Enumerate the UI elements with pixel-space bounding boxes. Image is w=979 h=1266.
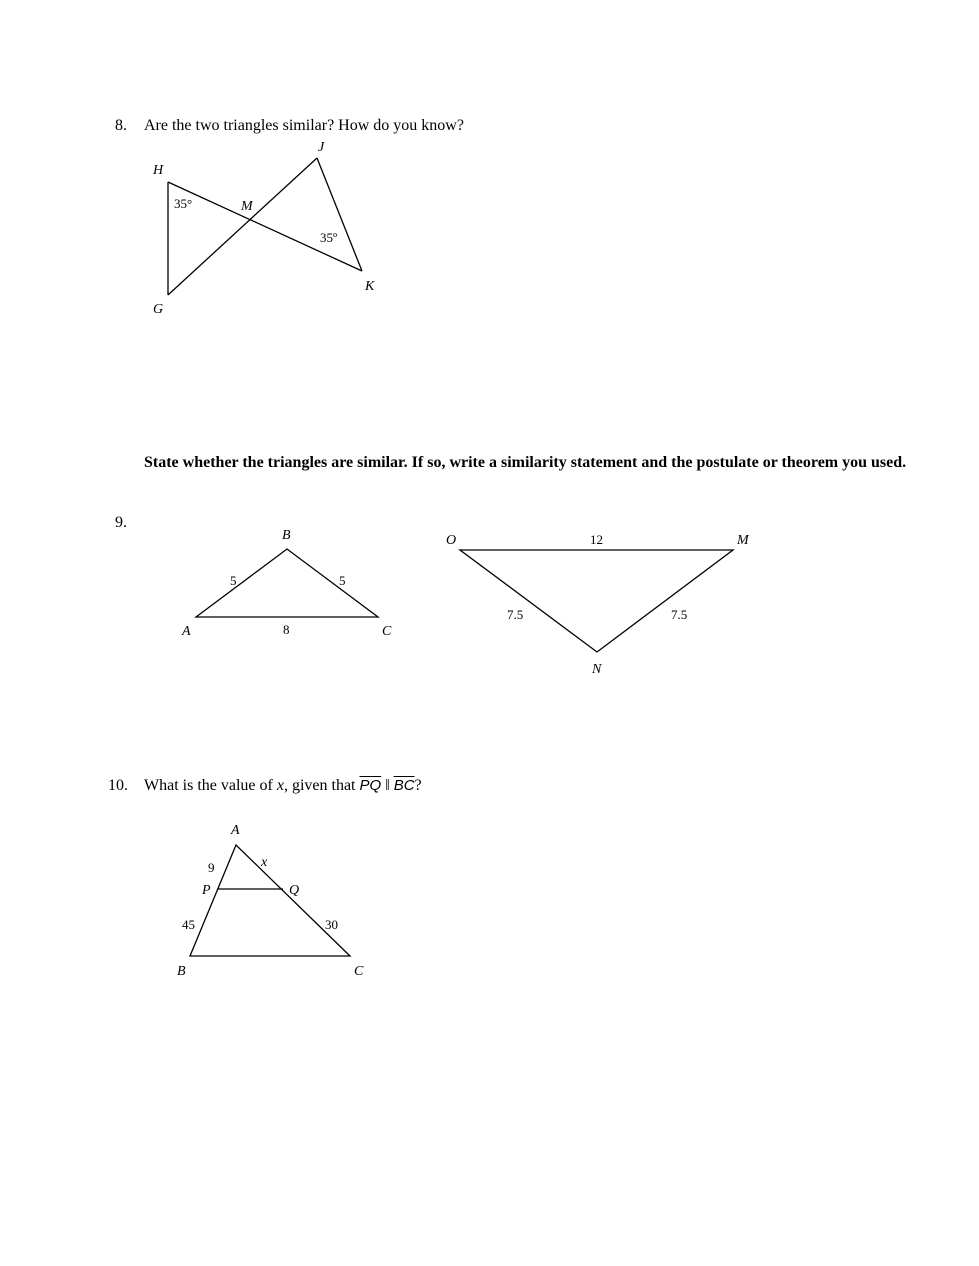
question-10-number: 10. [108,777,128,794]
side-ac-label: 8 [283,622,290,637]
q10-variable: x, [276,777,288,794]
question-8-number: 8. [115,117,127,134]
side-mn-label: 7.5 [671,607,688,622]
parallel-symbol: ‖ [385,777,390,794]
label-b: B [282,528,291,543]
side-ap-label: 9 [208,860,215,875]
label-q: Q [289,883,300,898]
side-bc-label: 5 [339,573,346,588]
label-m: M [241,199,253,214]
label-h: H [153,163,164,178]
label-c-10: C [354,964,364,979]
label-p: P [202,883,211,898]
label-k: K [365,279,375,294]
q10-suffix: ? [414,777,422,794]
side-ab-label: 5 [230,573,237,588]
side-on-label: 7.5 [507,607,524,622]
label-a-10: A [231,823,240,838]
label-n: N [592,662,602,677]
label-m2: M [737,533,749,548]
label-x: x [261,855,268,870]
side-qc-label: 30 [325,917,338,932]
label-j: J [318,140,325,155]
side-om-label: 12 [590,532,603,547]
angle-k-label: 35º [320,230,338,245]
question-9-number: 9. [115,514,127,531]
segment-pq: $\overline{PQ}$ [359,777,382,794]
q10-prefix: What is the value of [144,777,277,794]
label-o: O [446,533,457,548]
segment-bc: $\overline{BC}$ [393,777,415,794]
label-a: A [182,624,191,639]
instructions: State whether the triangles are similar. If so, write a similarity statement and the postulate or theorem you used. [144,454,907,471]
q10-middle: given that [287,777,360,794]
label-c: C [382,624,392,639]
label-g: G [153,302,164,317]
label-b-10: B [177,964,186,979]
angle-h-label: 35° [174,196,193,211]
question-8-text: Are the two triangles similar? How do you know? [144,117,464,134]
side-pb-label: 45 [182,917,195,932]
